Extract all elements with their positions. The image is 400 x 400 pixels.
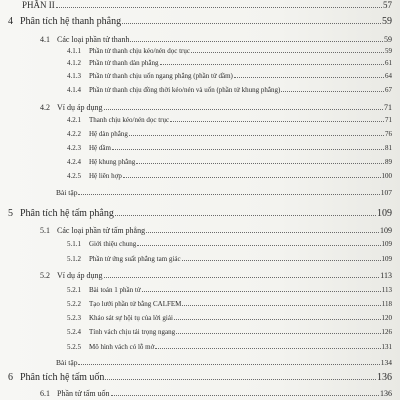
toc-entry-page: 67 xyxy=(385,86,392,94)
toc-entry-number: 4 xyxy=(8,16,13,27)
toc-entry-number: 4.2.1 xyxy=(67,116,81,124)
toc-entry[interactable] xyxy=(40,226,392,235)
toc-entry[interactable] xyxy=(8,208,392,219)
toc-entry-page: 59 xyxy=(382,16,392,27)
toc-entry-title: Hệ dàn phẳng xyxy=(89,130,128,138)
toc-entry-page: 81 xyxy=(385,144,392,152)
toc-entry[interactable] xyxy=(67,314,392,322)
toc-entry-page: 136 xyxy=(380,389,392,398)
toc-entry-title: PHẦN II xyxy=(22,0,55,10)
dot-leader xyxy=(170,117,384,122)
toc-entry[interactable] xyxy=(56,188,392,197)
dot-leader xyxy=(115,209,376,216)
toc-entry-number: 4.2.4 xyxy=(67,158,81,166)
dot-leader xyxy=(136,159,384,164)
toc-entry-number: 5.2.5 xyxy=(67,343,81,351)
toc-entry-title: Giới thiệu chung xyxy=(89,240,137,248)
toc-entry-title: Ví dụ áp dụng xyxy=(57,103,103,112)
toc-entry-title: Bài tập xyxy=(56,188,78,197)
toc-entry-page: 126 xyxy=(381,328,392,336)
toc-entry-number: 4.1.1 xyxy=(67,47,81,55)
toc-entry-title: Hệ liên hợp xyxy=(89,172,122,180)
toc-entry-title: Bài tập xyxy=(56,358,78,367)
toc-entry-page: 57 xyxy=(383,0,392,10)
toc-entry[interactable] xyxy=(40,103,392,112)
dot-leader xyxy=(130,36,383,42)
toc-entry-page: 71 xyxy=(385,116,392,124)
dot-leader xyxy=(191,48,384,53)
dot-leader xyxy=(111,390,379,396)
toc-entry-page: 71 xyxy=(384,103,392,112)
toc-entry-title: Ví dụ áp dụng xyxy=(57,271,103,280)
toc-entry[interactable] xyxy=(67,286,392,294)
toc-entry-number: 5.1 xyxy=(40,226,50,235)
toc-entry-title: Khảo sát sự hội tụ của lời giải xyxy=(89,314,173,322)
dot-leader xyxy=(155,344,380,349)
toc-entry-number: 5.2.3 xyxy=(67,314,81,322)
toc-entry-title: Phân tích hệ tấm phẳng xyxy=(20,208,114,219)
toc-entry-title: Phần tử ứng suất phẳng tam giác xyxy=(89,255,181,263)
toc-entry-number: 4.1.2 xyxy=(67,59,81,67)
dot-leader xyxy=(56,1,382,8)
toc-entry-number: 5.2.2 xyxy=(67,300,81,308)
toc-entry-page: 64 xyxy=(385,72,392,80)
dot-leader xyxy=(281,87,384,92)
toc-entry-title: Tạo lưới phần tử bằng CALFEM xyxy=(89,300,182,308)
toc-entry-page: 59 xyxy=(384,35,392,44)
toc-entry-number: 5.2 xyxy=(40,271,50,280)
toc-entry-page: 61 xyxy=(385,59,392,67)
toc-entry[interactable] xyxy=(67,343,392,351)
toc-entry[interactable] xyxy=(40,35,392,44)
dot-leader xyxy=(137,241,380,246)
dot-leader xyxy=(112,145,384,150)
toc-entry-page: 131 xyxy=(381,343,392,351)
toc-entry-number: 5.1.1 xyxy=(67,240,81,248)
dot-leader xyxy=(174,315,381,320)
toc-entry-title: Phân tích hệ thanh phẳng xyxy=(20,16,122,27)
toc-entry-title: Phần tử thanh chịu đồng thời kéo/nén và uốn (phần tử khung phẳng) xyxy=(89,86,281,94)
toc-entry-page: 134 xyxy=(380,358,392,367)
toc-entry[interactable] xyxy=(67,116,392,124)
dot-leader xyxy=(123,173,381,178)
toc-entry[interactable] xyxy=(67,158,392,166)
toc-entry-number: 4.2.3 xyxy=(67,144,81,152)
toc-entry[interactable] xyxy=(22,0,392,10)
dot-leader xyxy=(78,189,379,195)
dot-leader xyxy=(104,272,380,278)
toc-entry-title: Bài toán 1 phần tử xyxy=(89,286,141,294)
toc-entry-title: Hệ dầm xyxy=(89,144,111,152)
toc-entry[interactable] xyxy=(8,16,392,27)
toc-entry-number: 4.1.4 xyxy=(67,86,81,94)
dot-leader xyxy=(146,227,379,233)
toc-entry-page: 118 xyxy=(381,300,392,308)
dot-leader xyxy=(142,287,381,292)
toc-entry-number: 6 xyxy=(8,372,13,383)
toc-entry-title: Hệ khung phẳng xyxy=(89,158,136,166)
toc-entry-title: Thanh chịu kéo/nén dọc trục xyxy=(89,116,170,124)
toc-entry-page: 109 xyxy=(380,226,392,235)
dot-leader xyxy=(78,359,379,365)
toc-entry-number: 4.2.5 xyxy=(67,172,81,180)
toc-entry-number: 4.2.2 xyxy=(67,130,81,138)
toc-entry-title: Phần tử thanh dàn phẳng xyxy=(89,59,159,67)
toc-entry-title: Các loại phần tử tấm phẳng xyxy=(57,226,146,235)
toc-entry-title: Tính vách chịu tải trọng ngang xyxy=(89,328,176,336)
toc-entry[interactable] xyxy=(67,59,392,67)
toc-entry-title: Mô hình vách có lỗ mở xyxy=(89,343,155,351)
toc-entry-page: 100 xyxy=(381,172,392,180)
toc-entry-page: 76 xyxy=(385,130,392,138)
toc-entry-page: 113 xyxy=(380,271,392,280)
toc-entry-title: Phần tử tấm uốn xyxy=(57,389,110,398)
dot-leader xyxy=(176,329,380,334)
toc-entry-page: 113 xyxy=(381,286,392,294)
toc-entry-title: Phần tử thanh chịu kéo/nén dọc trục xyxy=(89,47,190,55)
toc-entry-page: 120 xyxy=(381,314,392,322)
toc-entry[interactable] xyxy=(67,240,392,248)
toc-entry[interactable] xyxy=(40,389,392,398)
toc-entry-page: 109 xyxy=(381,255,392,263)
toc-entry[interactable] xyxy=(67,47,392,55)
toc-entry-number: 5.2.4 xyxy=(67,328,81,336)
toc-entry-number: 4.1 xyxy=(40,35,50,44)
dot-leader xyxy=(160,60,384,65)
toc-entry[interactable] xyxy=(67,255,392,263)
toc-entry-page: 136 xyxy=(377,372,392,383)
dot-leader xyxy=(122,17,381,24)
dot-leader xyxy=(104,104,383,110)
toc-entry-page: 107 xyxy=(380,188,392,197)
toc-entry-title: Phân tích hệ tấm uốn xyxy=(20,372,105,383)
dot-leader xyxy=(129,131,384,136)
toc-entry-number: 4.1.3 xyxy=(67,72,81,80)
dot-leader xyxy=(182,256,381,261)
toc-entry[interactable] xyxy=(67,172,392,180)
toc-entry[interactable] xyxy=(67,86,392,94)
toc-entry-title: Phần tử thanh chịu uốn ngang phẳng (phần tử dầm) xyxy=(89,72,233,80)
toc-entry[interactable] xyxy=(67,300,392,308)
toc-entry[interactable] xyxy=(67,72,392,80)
toc-entry-number: 5.1.2 xyxy=(67,255,81,263)
toc-entry-number: 5 xyxy=(8,208,13,219)
toc-entry[interactable] xyxy=(56,358,392,367)
toc-entry-page: 109 xyxy=(377,208,392,219)
toc-entry[interactable] xyxy=(67,130,392,138)
toc-entry[interactable] xyxy=(67,144,392,152)
toc-entry-number: 5.2.1 xyxy=(67,286,81,294)
toc-entry-page: 59 xyxy=(385,47,392,55)
toc-entry-number: 6.1 xyxy=(40,389,50,398)
toc-entry[interactable] xyxy=(40,271,392,280)
dot-leader xyxy=(234,73,384,78)
toc-entry-page: 89 xyxy=(385,158,392,166)
toc-entry[interactable] xyxy=(8,372,392,383)
dot-leader xyxy=(105,373,376,380)
toc-entry-number: 4.2 xyxy=(40,103,50,112)
toc-entry-page: 109 xyxy=(381,240,392,248)
toc-entry-title: Các loại phần tử thanh xyxy=(57,35,130,44)
dot-leader xyxy=(182,301,380,306)
toc-entry[interactable] xyxy=(67,328,392,336)
